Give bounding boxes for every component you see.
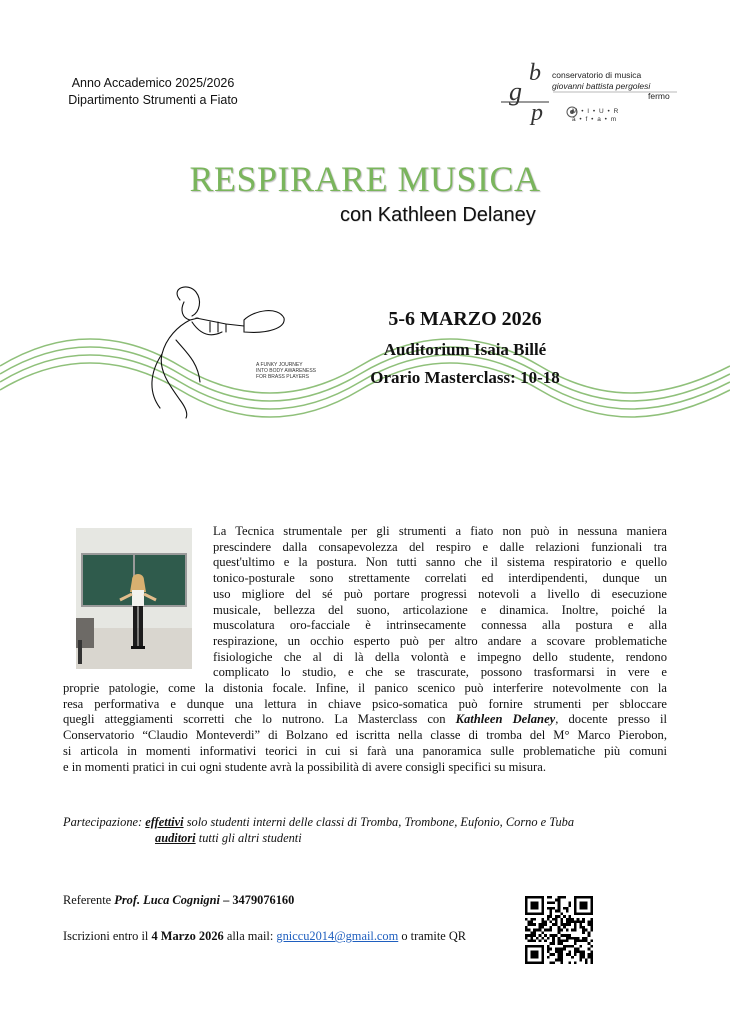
department-header (48, 75, 258, 109)
teacher-photo (76, 528, 192, 669)
body-line: muscolatura oro-facciale è intrinsecamente connessa alla postura e alla (213, 618, 667, 633)
body-line: quest'ultimo e la postura. Non tutti sanno che il sistema respiratorio e quello (213, 555, 667, 570)
body-line: tonico-posturale sono strettamente correlati ed interdipendenti, dunque un (213, 571, 667, 586)
logo-line-3: fermo (648, 91, 670, 101)
referent-prefix: Referente (63, 893, 112, 907)
logo-letter-g: g (509, 77, 522, 106)
referent-name: Prof. Luca Cognigni (114, 893, 220, 907)
trumpet-player-icon (140, 282, 290, 422)
body-line: uso migliore del sé può portare progressi notevoli a livello di esecuzione (213, 586, 667, 601)
event-hours: Orario Masterclass: 10-18 (370, 368, 560, 387)
illustration-caption (256, 362, 316, 380)
teacher-name: Kathleen Delaney (455, 712, 556, 727)
caption-line-3: FOR BRASS PLAYERS (256, 374, 309, 380)
auditori-text: tutti gli altri studenti (198, 831, 302, 845)
body-line-last: e in momenti pratici in cui ogni studente avrà la possibilità di avere consigli specifici su misura. (63, 759, 546, 774)
body-line: prescindere dalla consapevolezza del respiro e dalle relazioni funzionali tra (213, 539, 667, 554)
miur-line-2: a • f • a • m (572, 116, 618, 123)
logo-letter-p: p (531, 100, 543, 126)
body-line: resa performativa e dunque una lettura in chiave psico-somatica può fornire strumenti per sbloccare (63, 696, 667, 711)
body-line: musicale, bellezza del suono, articolazione e dinamica. Inoltre, poiché la (213, 602, 667, 617)
body-line: si articola in momenti informativi teorici in cui si farà una panoramica sulle problematiche più comuni (63, 743, 667, 758)
event-subtitle: con Kathleen Delaney (340, 204, 536, 226)
auditori-label: auditori (155, 831, 196, 845)
caption-line-2: INTO BODY AWARENESS (256, 368, 317, 374)
logo-line-1: conservatorio di musica (552, 70, 642, 80)
registration-suffix: o tramite QR (401, 929, 467, 943)
miur-mark (572, 108, 619, 124)
participation-label: Partecipazione: (63, 815, 143, 829)
logo-text (552, 70, 670, 102)
miur-line-1: M • I • U • R (572, 108, 620, 115)
body-line: Conservatorio “Claudio Monteverdi” di Bolzano ed iscritta nella classe di tromba del M° Marco Pierobon, (63, 728, 667, 743)
body-paragraph-full (63, 681, 667, 775)
department-name: Dipartimento Strumenti a Fiato (68, 93, 238, 107)
academic-year: Anno Accademico 2025/2026 (71, 76, 235, 90)
body-line: complicato lo studio, e che se trascurate, possono trasformarsi in vere e (213, 665, 667, 680)
referent-phone: – 3479076160 (223, 893, 295, 907)
participation-row-auditori (63, 830, 574, 846)
registration-mail-label: alla mail: (226, 929, 274, 943)
event-date: 5-6 MARZO 2026 (388, 308, 542, 330)
participation-row-effettivi (63, 814, 574, 830)
body-line: La Tecnica strumentale per gli strumenti a fiato non può in nessuna maniera (213, 524, 667, 538)
body-text-after-teacher: , docente presso il (555, 712, 667, 727)
contact-referent (63, 893, 294, 908)
registration-deadline: 4 Marzo 2026 (151, 929, 224, 943)
qr-code-icon[interactable] (525, 896, 593, 964)
registration-email-link[interactable]: gniccu2014@gmail.com (276, 929, 399, 943)
body-line: proprie patologie, come la distonia focale. Infine, il panico scenico può interferire notevolmente con la (63, 681, 667, 695)
event-details (340, 305, 590, 391)
body-line: fisiologiche che al di là della volontà e impegno dello studente, rendono (213, 649, 667, 664)
body-line: respirazione, un occhio esperto può per altro andare a scovare problematiche (213, 633, 667, 648)
registration-prefix: Iscrizioni entro il (63, 929, 149, 943)
effettivi-text: solo studenti interni delle classi di Tromba, Trombone, Eufonio, Corno e Tuba (186, 815, 575, 829)
event-venue: Auditorium Isaia Billé (383, 340, 547, 359)
event-title: RESPIRARE MUSICA (189, 159, 541, 199)
body-line (63, 712, 667, 728)
body-paragraph-wrapped (213, 524, 667, 681)
logo-letter-b: b (529, 60, 541, 86)
caption-line-1: A FUNKY JOURNEY (256, 362, 303, 368)
logo-line-2: giovanni battista pergolesi (552, 80, 651, 91)
participation-info (63, 814, 574, 846)
body-text-before-teacher: quegli atteggiamenti scorretti che lo nutrono. La Masterclass con (63, 712, 446, 727)
registration-info (63, 929, 466, 944)
effettivi-label: effettivi (145, 815, 184, 829)
